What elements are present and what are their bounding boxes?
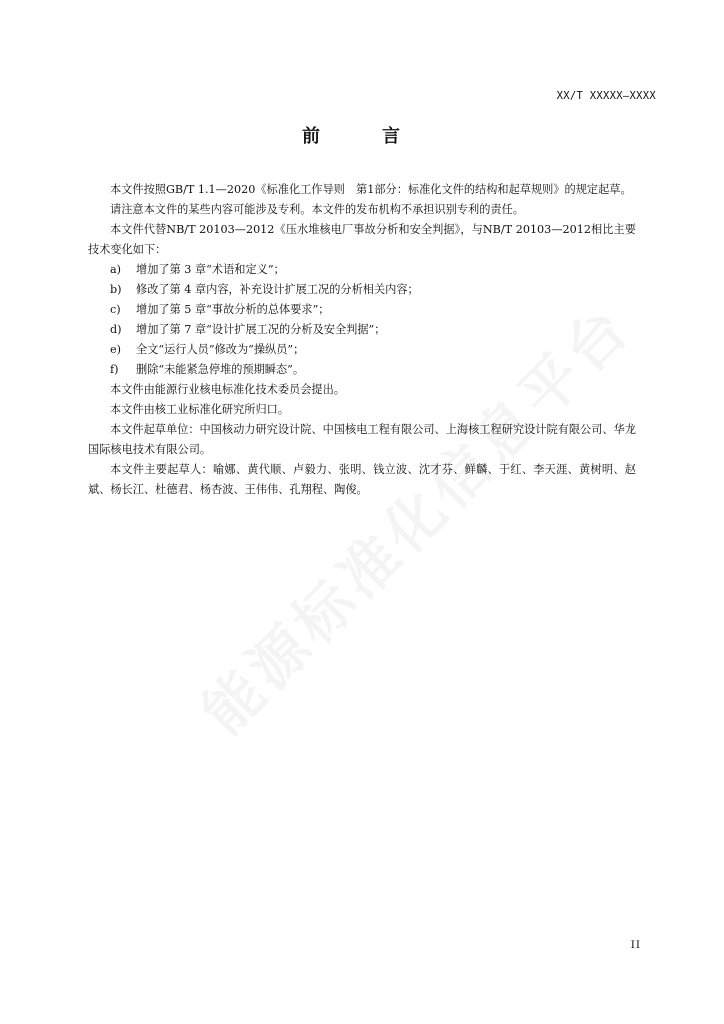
paragraph-drafting-units: 本文件起草单位：中国核动力研究设计院、中国核电工程有限公司、上海核工程研究设计院有限公司、华龙国际核电技术有限公司。 bbox=[88, 423, 636, 456]
paragraph-centralized-by: 本文件由核工业标准化研究所归口。 bbox=[110, 403, 290, 416]
standard-code: XX/T XXXXX—XXXX bbox=[556, 90, 656, 102]
list-item-label: e) bbox=[110, 343, 121, 356]
list-item bbox=[88, 260, 636, 280]
list-item-label: b) bbox=[110, 283, 122, 296]
list-item-text: 删除“未能紧急停堆的预期瞬态”。 bbox=[136, 363, 305, 376]
foreword-body bbox=[88, 180, 636, 500]
list-item-text: 修改了第 4 章内容，补充设计扩展工况的分析相关内容； bbox=[136, 283, 419, 296]
paragraph-drafting-rules: 本文件按照GB/T 1.1—2020《标准化工作导则 第1部分：标准化文件的结构和起草规则》的规定起草。 bbox=[110, 183, 632, 196]
list-item bbox=[88, 300, 636, 320]
list-item bbox=[88, 340, 636, 360]
page-number: II bbox=[630, 939, 641, 951]
paragraph-drafters: 本文件主要起草人：喻娜、黄代顺、卢毅力、张明、钱立波、沈才芬、鲜麟、于红、李天涯、黄树明、赵斌、杨长江、杜德君、杨杏波、王伟伟、孔翔程、陶俊。 bbox=[88, 463, 636, 496]
list-item-label: d) bbox=[110, 323, 122, 336]
list-item bbox=[88, 280, 636, 300]
page-title: 前 言 bbox=[302, 126, 422, 147]
list-item-label: f) bbox=[110, 363, 119, 376]
list-item-text: 增加了第 7 章“设计扩展工况的分析及安全判据”； bbox=[136, 323, 386, 336]
paragraph-patent-notice: 请注意本文件的某些内容可能涉及专利。本文件的发布机构不承担识别专利的责任。 bbox=[110, 203, 524, 216]
list-item bbox=[88, 360, 636, 380]
list-item bbox=[88, 320, 636, 340]
list-item-text: 增加了第 5 章“事故分析的总体要求”； bbox=[136, 303, 330, 316]
paragraph-proposer: 本文件由能源行业核电标准化技术委员会提出。 bbox=[110, 383, 345, 396]
list-item-text: 全文“运行人员”修改为“操纵员”； bbox=[136, 343, 305, 356]
paragraph-replacement: 本文件代替NB/T 20103—2012《压水堆核电厂事故分析和安全判据》，与NB/T 20103—2012相比主要技术变化如下： bbox=[88, 223, 636, 256]
list-item-label: c) bbox=[110, 303, 121, 316]
list-item-text: 增加了第 3 章“术语和定义”； bbox=[136, 263, 285, 276]
list-item-label: a) bbox=[110, 263, 122, 276]
